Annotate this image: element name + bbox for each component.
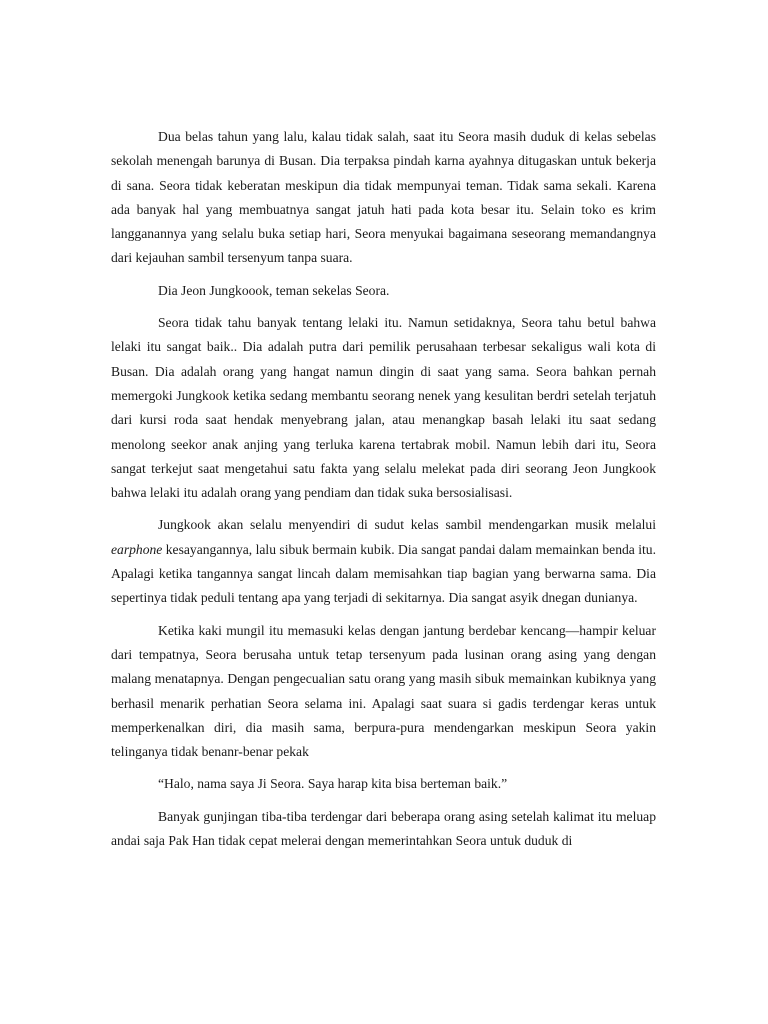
paragraph-4-text-b: kesayangannya, lalu sibuk bermain kubik. Dia sangat pandai dalam memainkan benda itu. Apalagi ketika tangannya sangat lincah dalam memisahkan tiap bagian yang berwarna sama. Dia sepertinya tidak peduli tentang apa yang terjadi di sekitarnya. Dia sangat asyik dnegan dunianya. bbox=[111, 541, 656, 606]
paragraph-1-text: Dua belas tahun yang lalu, kalau tidak salah, saat itu Seora masih duduk di kelas sebelas sekolah menengah barunya di Busan. Dia terpaksa pindah karna ayahnya ditugaskan untuk bekerja di sana. Seora tidak keberatan meskipun dia tidak mempunyai teman. Tidak sama sekali. Karena ada banyak hal yang membuatnya sangat jatuh hati pada kota besar itu. Selain toko es krim langganannya yang selalu buka setiap hari, Seora menyukai bagaimana seseorang memandangnya dari kejauhan sambil tersenyum tanpa suara. bbox=[111, 129, 656, 266]
paragraph-4 bbox=[111, 513, 656, 610]
paragraph-3 bbox=[111, 311, 656, 505]
document-page bbox=[111, 125, 656, 861]
paragraph-4-italic-term: earphone bbox=[111, 541, 163, 557]
paragraph-3-text: Seora tidak tahu banyak tentang lelaki itu. Namun setidaknya, Seora tahu betul bahwa lelaki itu sangat baik.. Dia adalah putra dari pemilik perusahaan terbesar sekaligus wali kota di Busan. Dia adalah orang yang hangat namun dingin di saat yang sama. Seora bahkan pernah memergoki Jungkook ketika sedang membantu seorang nenek yang kesulitan berdri setelah terjatuh dari kursi roda saat hendak menyebrang jalan, atau menangkap basah lelaki itu saat sedang menolong seekor anak anjing yang terluka karena tertabrak mobil. Namun lebih dari itu, Seora sangat terkejut saat mengetahui satu fakta yang selalu melekat pada diri seorang Jeon Jungkook bahwa lelaki itu adalah orang yang pendiam dan tidak suka bersosialisasi. bbox=[111, 315, 656, 501]
paragraph-5-text: Ketika kaki mungil itu memasuki kelas dengan jantung berdebar kencang—hampir keluar dari tempatnya, Seora berusaha untuk tetap tersenyum pada lusinan orang asing yang dengan malang menatapnya. Dengan pengecualian satu orang yang masih sibuk memainkan kubiknya yang berhasil menarik perhatian Seora selama ini. Apalagi saat suara si gadis terdengar keras untuk memperkenalkan diri, dia masih sama, berpura-pura mendengarkan meskipun Seora yakin telinganya tidak benanr-benar pekak bbox=[111, 622, 656, 760]
paragraph-1 bbox=[111, 125, 656, 271]
paragraph-6-dialogue bbox=[111, 772, 656, 796]
paragraph-4-text-a: Jungkook akan selalu menyendiri di sudut kelas sambil mendengarkan musik melalui bbox=[158, 517, 656, 533]
paragraph-6-text: “Halo, nama saya Ji Seora. Saya harap kita bisa berteman baik.” bbox=[158, 776, 508, 792]
paragraph-2 bbox=[111, 279, 656, 303]
paragraph-7-text: Banyak gunjingan tiba-tiba terdengar dari beberapa orang asing setelah kalimat itu meluap andai saja Pak Han tidak cepat melerai dengan memerintahkan Seora untuk duduk di bbox=[111, 808, 656, 849]
paragraph-2-text: Dia Jeon Jungkoook, teman sekelas Seora. bbox=[158, 282, 390, 298]
paragraph-5 bbox=[111, 619, 656, 765]
paragraph-7 bbox=[111, 805, 656, 854]
